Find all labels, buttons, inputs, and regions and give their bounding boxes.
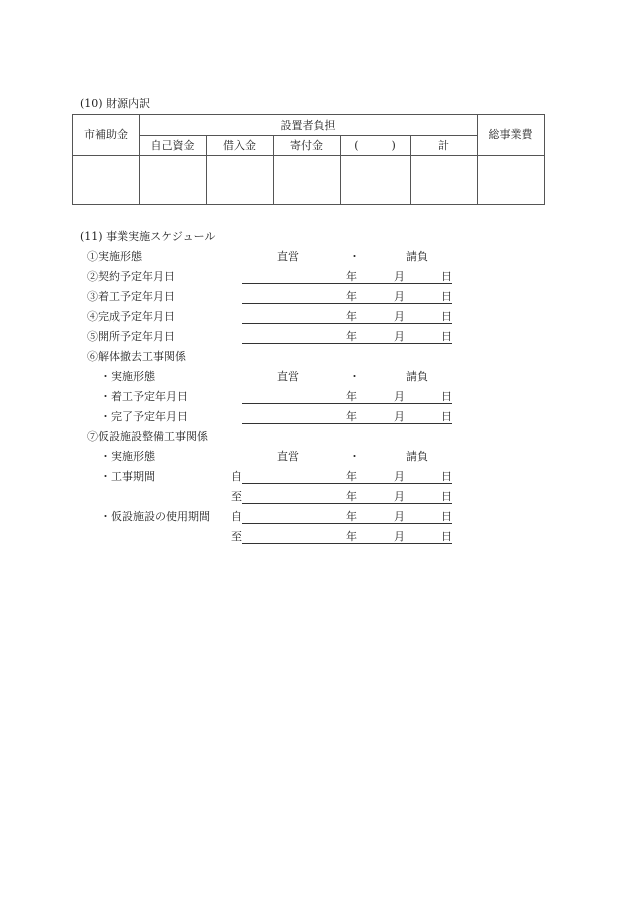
section-10-title: (10) 財源内訳 bbox=[80, 97, 151, 110]
date-input-line[interactable] bbox=[242, 543, 452, 544]
period-prefix: 至 bbox=[231, 530, 242, 543]
day-unit: 日 bbox=[441, 510, 452, 523]
schedule-label: ・実施形態 bbox=[100, 370, 155, 383]
option-direct: 直営 bbox=[277, 370, 299, 383]
period-prefix: 自 bbox=[231, 470, 242, 483]
funding-table bbox=[72, 114, 545, 205]
option-direct: 直営 bbox=[277, 450, 299, 463]
schedule-label: ①実施形態 bbox=[87, 250, 142, 263]
year-unit: 年 bbox=[346, 270, 357, 283]
header-installer-burden: 設置者負担 bbox=[280, 119, 336, 132]
header-subtotal: 計 bbox=[438, 139, 449, 152]
day-unit: 日 bbox=[441, 410, 452, 423]
schedule-label: ・工事期間 bbox=[100, 470, 155, 483]
year-unit: 年 bbox=[346, 310, 357, 323]
month-unit: 月 bbox=[394, 410, 405, 423]
month-unit: 月 bbox=[394, 470, 405, 483]
date-input-line[interactable] bbox=[242, 303, 452, 304]
schedule-label: ③着工予定年月日 bbox=[87, 290, 175, 303]
day-unit: 日 bbox=[441, 490, 452, 503]
year-unit: 年 bbox=[346, 390, 357, 403]
date-input-line[interactable] bbox=[242, 523, 452, 524]
year-unit: 年 bbox=[346, 510, 357, 523]
month-unit: 月 bbox=[394, 490, 405, 503]
schedule-label: ④完成予定年月日 bbox=[87, 310, 175, 323]
section-11-title: (11) 事業実施スケジュール bbox=[80, 230, 216, 243]
table-divider bbox=[139, 135, 477, 136]
option-contract: 請負 bbox=[406, 450, 428, 463]
date-input-line[interactable] bbox=[242, 343, 452, 344]
date-input-line[interactable] bbox=[242, 503, 452, 504]
schedule-heading: ⑦仮設施設整備工事関係 bbox=[87, 430, 208, 443]
header-borrowing: 借入金 bbox=[223, 139, 256, 152]
year-unit: 年 bbox=[346, 410, 357, 423]
header-other: ( ) bbox=[354, 139, 396, 152]
month-unit: 月 bbox=[394, 330, 405, 343]
day-unit: 日 bbox=[441, 270, 452, 283]
day-unit: 日 bbox=[441, 530, 452, 543]
month-unit: 月 bbox=[394, 390, 405, 403]
schedule-label: ・着工予定年月日 bbox=[100, 390, 188, 403]
period-prefix: 至 bbox=[231, 490, 242, 503]
day-unit: 日 bbox=[441, 470, 452, 483]
date-input-line[interactable] bbox=[242, 323, 452, 324]
date-input-line[interactable] bbox=[242, 483, 452, 484]
option-contract: 請負 bbox=[406, 370, 428, 383]
schedule-label: ・仮設施設の使用期間 bbox=[100, 510, 210, 523]
day-unit: 日 bbox=[441, 310, 452, 323]
schedule-label: ②契約予定年月日 bbox=[87, 270, 175, 283]
year-unit: 年 bbox=[346, 470, 357, 483]
month-unit: 月 bbox=[394, 310, 405, 323]
schedule-label: ⑤開所予定年月日 bbox=[87, 330, 175, 343]
day-unit: 日 bbox=[441, 390, 452, 403]
header-total-cost: 総事業費 bbox=[488, 128, 533, 141]
month-unit: 月 bbox=[394, 270, 405, 283]
year-unit: 年 bbox=[346, 290, 357, 303]
period-prefix: 自 bbox=[231, 510, 242, 523]
option-separator: ・ bbox=[349, 250, 360, 263]
year-unit: 年 bbox=[346, 330, 357, 343]
day-unit: 日 bbox=[441, 290, 452, 303]
month-unit: 月 bbox=[394, 290, 405, 303]
day-unit: 日 bbox=[441, 330, 452, 343]
header-own-funds: 自己資金 bbox=[150, 139, 195, 152]
year-unit: 年 bbox=[346, 530, 357, 543]
month-unit: 月 bbox=[394, 510, 405, 523]
date-input-line[interactable] bbox=[242, 283, 452, 284]
year-unit: 年 bbox=[346, 490, 357, 503]
option-separator: ・ bbox=[349, 450, 360, 463]
schedule-label: ・完了予定年月日 bbox=[100, 410, 188, 423]
month-unit: 月 bbox=[394, 530, 405, 543]
date-input-line[interactable] bbox=[242, 403, 452, 404]
date-input-line[interactable] bbox=[242, 423, 452, 424]
option-direct: 直営 bbox=[277, 250, 299, 263]
table-divider bbox=[73, 155, 544, 156]
header-donation: 寄付金 bbox=[290, 139, 323, 152]
schedule-label: ・実施形態 bbox=[100, 450, 155, 463]
schedule-heading: ⑥解体撤去工事関係 bbox=[87, 350, 186, 363]
option-contract: 請負 bbox=[406, 250, 428, 263]
option-separator: ・ bbox=[349, 370, 360, 383]
header-city-subsidy: 市補助金 bbox=[84, 128, 128, 141]
